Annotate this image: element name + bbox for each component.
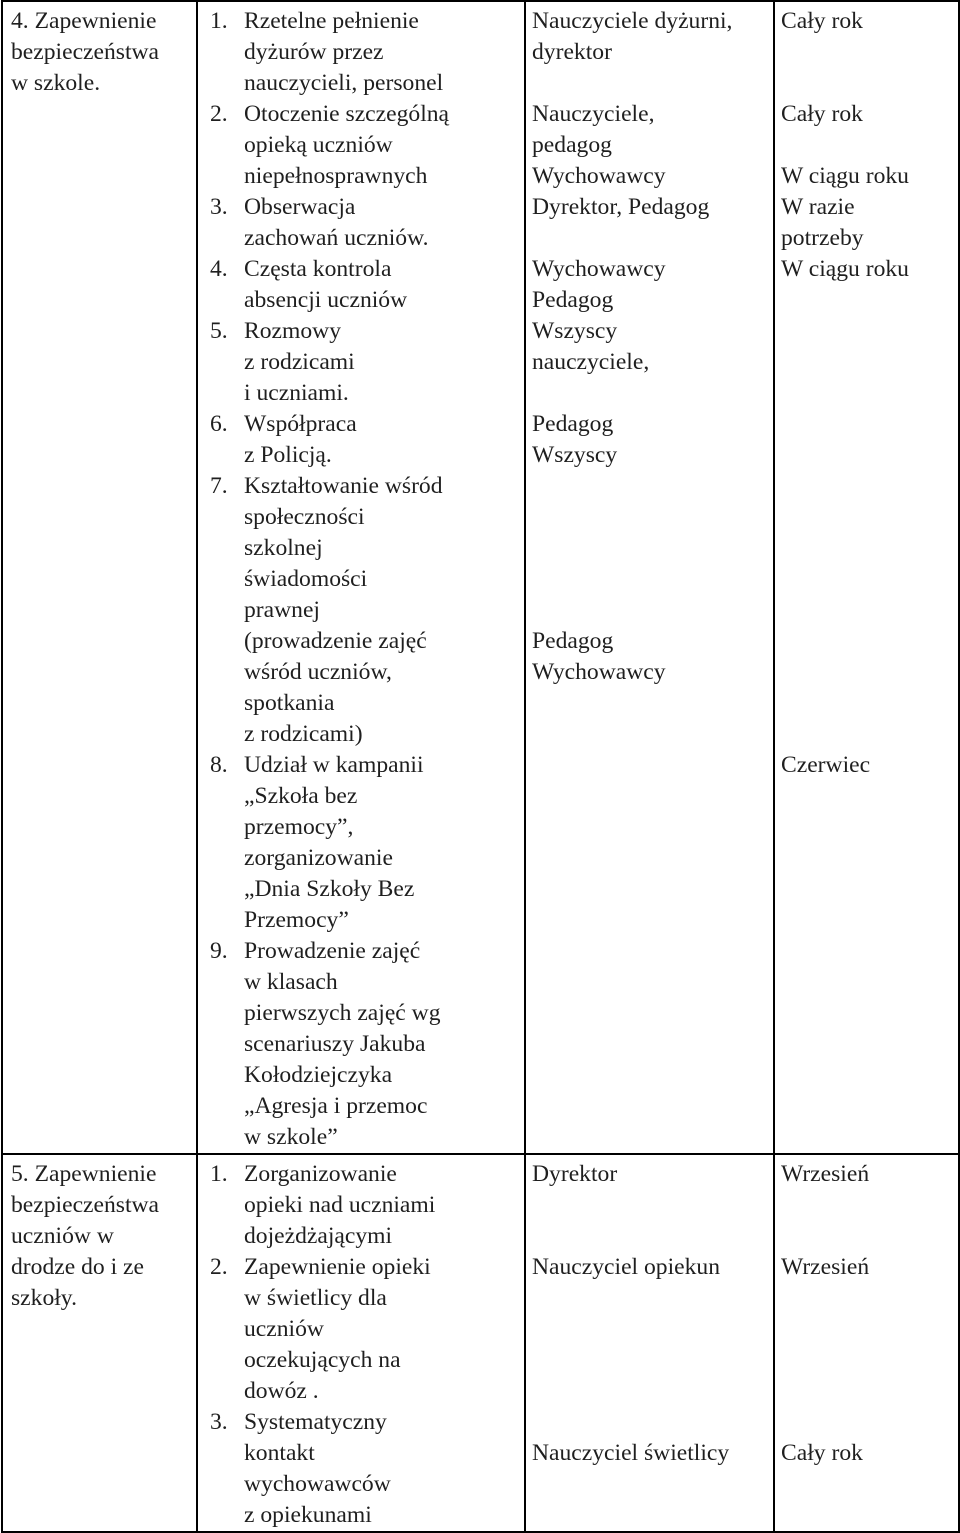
activity-text-line: Prowadzenie zajęć [244,938,421,964]
activity-text [244,409,518,471]
activity-text-line: opieką uczniów [244,132,393,158]
activity-text-line: z rodzicami [244,349,355,375]
blank-line [532,595,767,626]
blank-line [532,1190,767,1221]
activity-number: 1. [210,8,228,34]
blank-line [781,440,952,471]
blank-line [532,502,767,533]
activity-text-line: Częsta kontrola [244,256,392,282]
activity-text-line: wśród uczniów, [244,659,392,685]
activity-number: 2. [210,101,228,127]
activity-text-line: z opiekunami [244,1502,372,1528]
activity-text-line: dyżurów przez [244,39,384,65]
cell-text-line: Cały rok [781,8,863,34]
cell-text-line: Pedagog [532,628,614,654]
cell-text-line: pedagog [532,132,612,158]
activity-text-line: opieki nad uczniami [244,1192,436,1218]
blank-line [781,533,952,564]
cell-text-line: W ciągu roku [781,163,909,189]
activity-number: 5. [210,318,228,344]
activity-text-line: spotkania [244,690,335,716]
activity-text [244,1159,518,1252]
activity-text-line: uczniów [244,1316,324,1342]
blank-line [532,564,767,595]
blank-line [781,719,952,750]
activity-text-line: w klasach [244,969,338,995]
blank-line [781,595,952,626]
table-row [2,1154,959,1532]
cell-text-line: bezpieczeństwa [11,1192,160,1218]
blank-line [781,657,952,688]
blank-line [781,1376,952,1407]
activity-text-line: kontakt [244,1440,315,1466]
blank-line [781,1190,952,1221]
cell-text-line: Pedagog [532,287,614,313]
activity-text-line: społeczności [244,504,365,530]
cell-text-line: Wrzesień [781,1254,870,1280]
cell-text-line: szkoły. [11,1285,77,1311]
activity-item [204,192,518,254]
blank-line [532,533,767,564]
cell-text-line: Nauczyciele dyżurni, [532,8,733,34]
activity-text-line: z Policją. [244,442,332,468]
blank-line [781,502,952,533]
activity-number: 3. [210,1409,228,1435]
activity-item [204,1159,518,1252]
activity-text-line: Zapewnienie opieki [244,1254,431,1280]
cell-text-line: Czerwiec [781,752,871,778]
blank-line [532,1345,767,1376]
cell-text-line: W razie [781,194,855,220]
blank-line [532,68,767,99]
activity-text-line: w świetlicy dla [244,1285,387,1311]
blank-line [532,1376,767,1407]
activity-text-line: „Dnia Szkoły Bez [244,876,415,902]
task-cell [2,1,197,1154]
cell-text-line: Dyrektor, Pedagog [532,194,710,220]
blank-line [781,1345,952,1376]
activity-number: 3. [210,194,228,220]
activity-text-line: Otoczenie szczególną [244,101,450,127]
activity-item [204,1252,518,1407]
activity-text-line: zachowań uczniów. [244,225,429,251]
activity-text-line: Rozmowy [244,318,341,344]
activity-item [204,1407,518,1531]
blank-line [781,378,952,409]
responsible-cell [525,1,774,1154]
activity-number: 6. [210,411,228,437]
cell-text-line: drodze do i ze [11,1254,144,1280]
activity-text-line: w szkole” [244,1124,338,1150]
cell-text-line: 4. Zapewnienie [11,8,157,34]
activity-text-line: Współpraca [244,411,357,437]
activity-text [244,316,518,409]
activity-item [204,99,518,192]
blank-line [781,1314,952,1345]
activity-text-line: dojeżdżającymi [244,1223,393,1249]
activity-number: 8. [210,752,228,778]
activity-text [244,6,518,99]
blank-line [532,471,767,502]
blank-line [781,68,952,99]
task-cell [2,1154,197,1532]
plan-table [1,0,960,1533]
cell-text-line: Nauczyciel opiekun [532,1254,721,1280]
blank-line [781,688,952,719]
blank-line [532,1221,767,1252]
activity-text-line: Obserwacja [244,194,356,220]
activity-text-line: „Szkoła bez [244,783,358,809]
cell-text-line: Wszyscy [532,442,618,468]
cell-text-line: w szkole. [11,70,101,96]
blank-line [781,1221,952,1252]
cell-text-line: Pedagog [532,411,614,437]
cell-text-line: Wszyscy [532,318,618,344]
activity-text-line: zorganizowanie [244,845,393,871]
activity-number: 9. [210,938,228,964]
activity-text-line: pierwszych zajęć wg [244,1000,441,1026]
cell-text-line: 5. Zapewnienie [11,1161,157,1187]
blank-line [781,1283,952,1314]
activity-item [204,471,518,750]
cell-text-line: bezpieczeństwa [11,39,160,65]
activity-text-line: świadomości [244,566,368,592]
activity-item [204,750,518,936]
blank-line [781,626,952,657]
blank-line [532,1314,767,1345]
activity-text [244,192,518,254]
activity-text-line: nauczycieli, personel [244,70,444,96]
activity-text-line: niepełnosprawnych [244,163,428,189]
cell-text-line: W ciągu roku [781,256,909,282]
activity-item [204,254,518,316]
blank-line [781,409,952,440]
activity-text-line: Zorganizowanie [244,1161,397,1187]
blank-line [781,316,952,347]
cell-text-line: uczniów w [11,1223,114,1249]
activity-item [204,936,518,1153]
blank-line [532,378,767,409]
activity-text [244,99,518,192]
activity-text-line: „Agresja i przemoc [244,1093,428,1119]
activity-text-line: oczekujących na [244,1347,401,1373]
blank-line [781,471,952,502]
table-row [2,1,959,1154]
cell-text-line: Dyrektor [532,1161,618,1187]
activity-text-line: absencji uczniów [244,287,408,313]
blank-line [781,1407,952,1438]
term-cell [774,1,959,1154]
cell-text-line: dyrektor [532,39,612,65]
activity-text-line: z rodzicami) [244,721,363,747]
blank-line [532,1283,767,1314]
responsible-cell [525,1154,774,1532]
term-cell [774,1154,959,1532]
cell-text-line: nauczyciele, [532,349,650,375]
blank-line [781,37,952,68]
activity-text [244,254,518,316]
blank-line [781,285,952,316]
activity-number: 2. [210,1254,228,1280]
cell-text-line: Wrzesień [781,1161,870,1187]
cell-text-line: Nauczyciele, [532,101,655,127]
activity-text-line: szkolnej [244,535,323,561]
activity-text-line: Rzetelne pełnienie [244,8,419,34]
blank-line [532,1407,767,1438]
activity-text [244,471,518,750]
activities-cell [197,1,525,1154]
activity-text-line: i uczniami. [244,380,349,406]
activity-text-line: Kształtowanie wśród [244,473,443,499]
activity-number: 1. [210,1161,228,1187]
activity-text-line: Kołodziejczyka [244,1062,393,1088]
activity-number: 4. [210,256,228,282]
cell-text-line: Wychowawcy [532,256,666,282]
activity-text-line: prawnej [244,597,320,623]
cell-text-line: Cały rok [781,101,863,127]
activity-text [244,1252,518,1407]
activity-number: 7. [210,473,228,499]
activity-text-line: (prowadzenie zajęć [244,628,427,654]
activity-text-line: Systematyczny [244,1409,387,1435]
activity-item [204,409,518,471]
activity-text-line: Przemocy” [244,907,349,933]
blank-line [532,223,767,254]
blank-line [781,130,952,161]
cell-text-line: Cały rok [781,1440,863,1466]
blank-line [781,347,952,378]
blank-line [781,564,952,595]
activity-text-line: Udział w kampanii [244,752,424,778]
activity-text-line: wychowawców [244,1471,391,1497]
cell-text-line: Nauczyciel świetlicy [532,1440,730,1466]
activity-text [244,750,518,936]
cell-text-line: potrzeby [781,225,864,251]
cell-text-line: Wychowawcy [532,659,666,685]
activity-text [244,1407,518,1531]
activity-item [204,6,518,99]
activity-item [204,316,518,409]
activity-text-line: scenariuszy Jakuba [244,1031,426,1057]
cell-text-line: Wychowawcy [532,163,666,189]
activity-text [244,936,518,1153]
activity-text-line: dowóz . [244,1378,319,1404]
activity-text-line: przemocy”, [244,814,354,840]
activities-cell [197,1154,525,1532]
